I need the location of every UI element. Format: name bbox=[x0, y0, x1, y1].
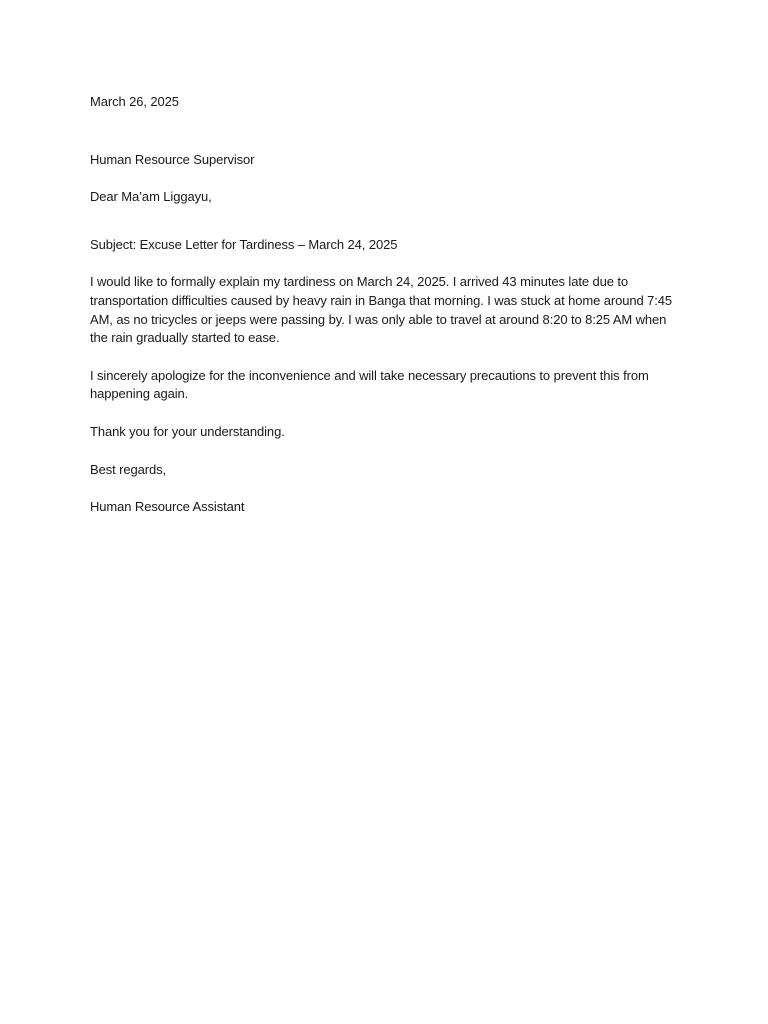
subject-line: Subject: Excuse Letter for Tardiness – March 24, 2025 bbox=[90, 236, 398, 252]
body-paragraph-thanks: Thank you for your understanding. bbox=[90, 423, 285, 439]
salutation: Dear Ma’am Liggayu, bbox=[90, 189, 212, 205]
body-paragraph-explanation: I would like to formally explain my tardiness on March 24, 2025. I arrived 43 minutes late due to transportation difficulties caused by heavy rain in Banga that morning. I was stuck at home around 7:45 AM, as no tricycles or jeeps were passing by. I was only able to travel at around 8:20 to 8:25 AM when the rain gradually started to ease. bbox=[90, 274, 673, 346]
body-paragraph-apology: I sincerely apologize for the inconvenience and will take necessary precautions to prevent this from happening again. bbox=[90, 367, 649, 402]
letter-date: March 26, 2025 bbox=[90, 94, 179, 109]
closing: Best regards, bbox=[90, 461, 167, 477]
signature-title: Human Resource Assistant bbox=[90, 499, 245, 515]
recipient-title: Human Resource Supervisor bbox=[90, 151, 255, 167]
letter-body bbox=[90, 93, 680, 517]
